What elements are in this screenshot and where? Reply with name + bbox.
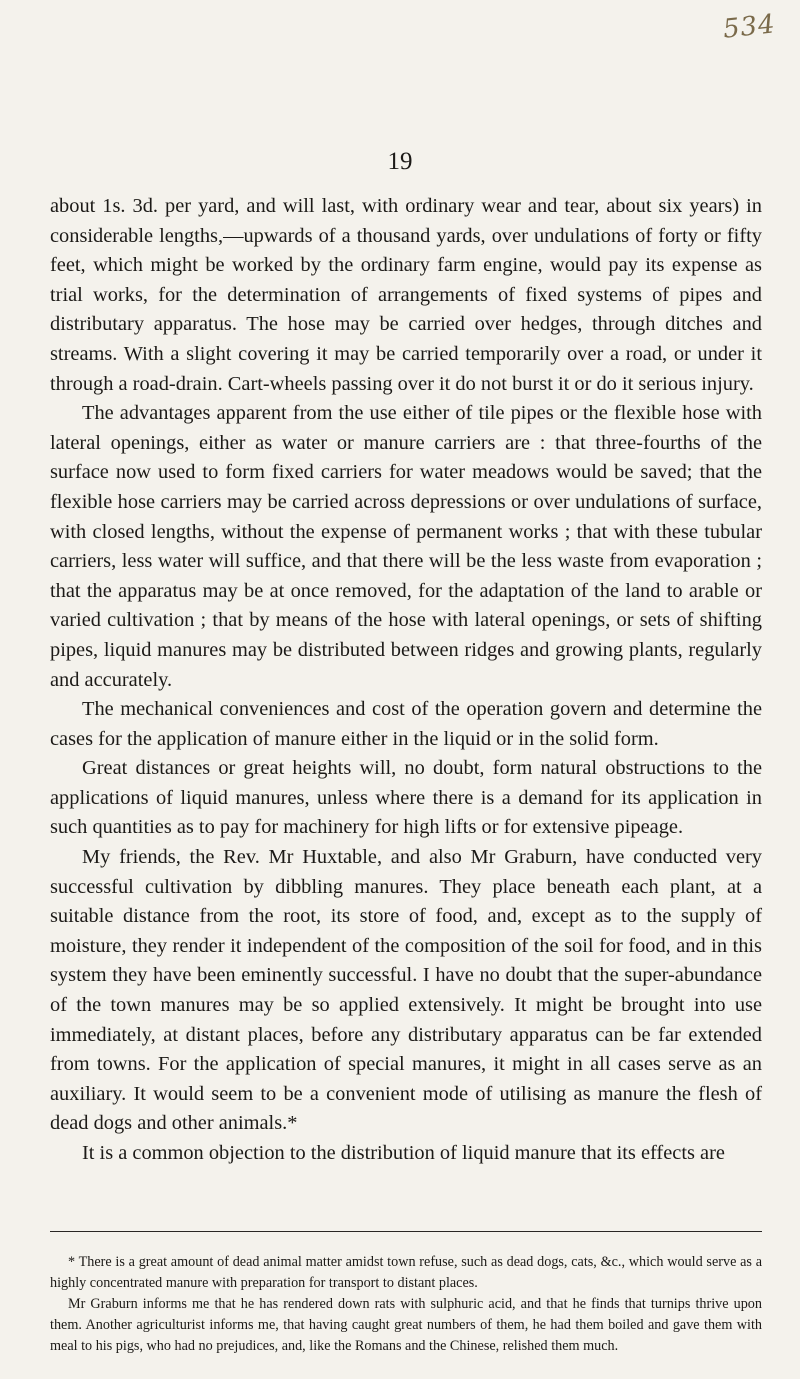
- paragraph-advantages: The advantages apparent from the use either of tile pipes or the flexible hose with lateral openings, either as water or manure carriers are : that three-fourths of the surface now used to form fixed carriers for water meadows would be saved; that the flexible hose carriers may be carried across depressions or over undulations of surface, with closed lengths, without the expense of permanent works ; that with these tubular carriers, less water will suffice, and that there will be the less waste from evaporation ; that the apparatus may be at once removed, for the adaptation of the land to arable or varied cultivation ; that by means of the hose with lateral openings, or sets of shifting pipes, liquid manures may be distributed between ridges and growing plants, regularly and accurately.: [50, 402, 762, 691]
- paragraph-hose-cost: about 1s. 3d. per yard, and will last, with ordinary wear and tear, about six years) in considerable lengths,—upwards of a thousand yards, over undulations of forty or fifty feet, which might be worked by the ordinary farm engine, would pay its expense as trial works, for the determination of arrangements of fixed systems of pipes and distributary apparatus. The hose may be carried over hedges, through ditches and streams. With a slight covering it may be carried temporarily over a road, or under it through a road-drain. Cart-wheels passing over it do not burst it or do it serious injury.: [50, 195, 762, 395]
- footnote-dead-animal-matter: * There is a great amount of dead animal matter amidst town refuse, such as dead dogs, cats, &c., which would serve as a highly concentrated manure with preparation for transport to distant places.: [50, 1254, 762, 1291]
- body-text: [50, 192, 762, 1169]
- paragraph-dibbling-manures: My friends, the Rev. Mr Huxtable, and also Mr Graburn, have conducted very successful cultivation by dibbling manures. They place beneath each plant, at a suitable distance from the root, its store of food, and, except as to the supply of moisture, they render it independent of the composition of the soil for food, and in this system they have been eminently successful. I have no doubt that the super-abundance of the town manures may be so applied extensively. It might be brought into use immediately, at distant places, before any distributary apparatus can be far extended from towns. For the application of special manures, it might in all cases serve as an auxiliary. It would seem to be a convenient mode of utilising as manure the flesh of dead dogs and other animals.*: [50, 846, 762, 1135]
- paragraph-mechanical-conveniences: The mechanical conveniences and cost of the operation govern and determine the cases for the application of manure either in the liquid or in the solid form.: [50, 698, 762, 750]
- page-number: 19: [387, 148, 413, 175]
- footnote-divider: [50, 1231, 762, 1232]
- footnote-graburn-rats: Mr Graburn informs me that he has rendered down rats with sulphuric acid, and that he finds that turnips thrive upon them. Another agriculturist informs me, that having caught great numbers of them, he had them boiled and gave them with meal to his pigs, who had no prejudices, and, like the Romans and the Chinese, relished them much.: [50, 1296, 762, 1354]
- paragraph-common-objection: It is a common objection to the distribution of liquid manure that its effects are: [82, 1142, 725, 1164]
- footnotes: [50, 1252, 762, 1357]
- paragraph-great-distances: Great distances or great heights will, no doubt, form natural obstructions to the applications of liquid manures, unless where there is a demand for its application in such quantities as to pay for machinery for high lifts or for extensive pipeage.: [50, 757, 762, 839]
- handwritten-folio-mark: 534: [721, 9, 778, 45]
